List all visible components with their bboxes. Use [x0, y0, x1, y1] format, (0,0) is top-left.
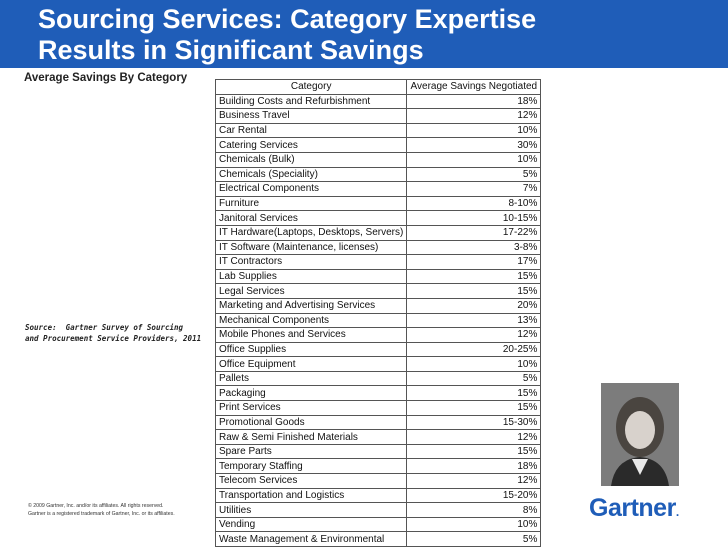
savings-cell: 10% — [407, 152, 541, 167]
savings-cell: 17% — [407, 255, 541, 270]
table-row — [216, 225, 541, 240]
category-cell: Janitoral Services — [216, 211, 407, 226]
savings-cell: 12% — [407, 328, 541, 343]
savings-cell: 10% — [407, 123, 541, 138]
table-row — [216, 94, 541, 109]
savings-cell: 30% — [407, 138, 541, 153]
savings-cell: 18% — [407, 459, 541, 474]
savings-cell: 17-22% — [407, 225, 541, 240]
savings-cell: 18% — [407, 94, 541, 109]
table-row — [216, 357, 541, 372]
table-row — [216, 386, 541, 401]
table-row — [216, 342, 541, 357]
category-cell: Print Services — [216, 401, 407, 416]
category-cell: IT Hardware(Laptops, Desktops, Servers) — [216, 225, 407, 240]
category-cell: Waste Management & Environmental — [216, 532, 407, 547]
category-cell: Packaging — [216, 386, 407, 401]
savings-cell: 12% — [407, 109, 541, 124]
category-cell: Building Costs and Refurbishment — [216, 94, 407, 109]
category-cell: Transportation and Logistics — [216, 488, 407, 503]
table-row — [216, 328, 541, 343]
category-cell: Promotional Goods — [216, 415, 407, 430]
slide-title-line2: Results in Significant Savings — [38, 35, 424, 65]
category-cell: Utilities — [216, 503, 407, 518]
column-header-savings: Average Savings Negotiated — [407, 80, 541, 95]
copyright-notice — [28, 502, 175, 518]
table-row — [216, 503, 541, 518]
category-cell: Office Supplies — [216, 342, 407, 357]
savings-cell: 10% — [407, 517, 541, 532]
savings-cell: 12% — [407, 474, 541, 489]
table-row — [216, 269, 541, 284]
category-cell: Office Equipment — [216, 357, 407, 372]
category-cell: Mobile Phones and Services — [216, 328, 407, 343]
table-row — [216, 240, 541, 255]
table-row — [216, 284, 541, 299]
savings-cell: 15% — [407, 284, 541, 299]
category-cell: Spare Parts — [216, 444, 407, 459]
table-row — [216, 196, 541, 211]
savings-cell: 15% — [407, 269, 541, 284]
savings-cell: 15-30% — [407, 415, 541, 430]
table-row — [216, 532, 541, 547]
presenter-photo — [601, 383, 679, 486]
copyright-line1: © 2009 Gartner, Inc. and/or its affiliates. All rights reserved. — [28, 503, 164, 509]
column-header-category: Category — [216, 80, 407, 95]
table-row — [216, 401, 541, 416]
table-row — [216, 211, 541, 226]
savings-cell: 3-8% — [407, 240, 541, 255]
table-row — [216, 123, 541, 138]
category-cell: Electrical Components — [216, 182, 407, 197]
savings-cell: 5% — [407, 167, 541, 182]
category-cell: Business Travel — [216, 109, 407, 124]
category-cell: Furniture — [216, 196, 407, 211]
category-cell: Lab Supplies — [216, 269, 407, 284]
category-cell: Vending — [216, 517, 407, 532]
category-cell: Legal Services — [216, 284, 407, 299]
category-cell: Pallets — [216, 371, 407, 386]
table-row — [216, 182, 541, 197]
table-row — [216, 298, 541, 313]
table-row — [216, 255, 541, 270]
savings-cell: 15% — [407, 444, 541, 459]
category-cell: Chemicals (Speciality) — [216, 167, 407, 182]
logo-wordmark: Gartner — [589, 494, 676, 522]
gartner-logo — [589, 494, 679, 523]
slide-title — [38, 4, 536, 66]
table-header-row — [216, 80, 541, 95]
category-cell: Chemicals (Bulk) — [216, 152, 407, 167]
savings-cell: 5% — [407, 371, 541, 386]
savings-cell: 20% — [407, 298, 541, 313]
savings-cell: 8-10% — [407, 196, 541, 211]
logo-dot: . — [675, 505, 679, 519]
savings-table — [215, 79, 541, 547]
savings-cell: 15-20% — [407, 488, 541, 503]
table-row — [216, 371, 541, 386]
category-cell: Raw & Semi Finished Materials — [216, 430, 407, 445]
copyright-line2: Gartner is a registered trademark of Gartner, Inc. or its affiliates. — [28, 511, 175, 517]
table-row — [216, 474, 541, 489]
savings-cell: 12% — [407, 430, 541, 445]
savings-cell: 10-15% — [407, 211, 541, 226]
category-cell: Catering Services — [216, 138, 407, 153]
category-cell: Marketing and Advertising Services — [216, 298, 407, 313]
table-row — [216, 167, 541, 182]
table-row — [216, 313, 541, 328]
savings-cell: 7% — [407, 182, 541, 197]
table-row — [216, 459, 541, 474]
category-cell: Mechanical Components — [216, 313, 407, 328]
category-cell: Telecom Services — [216, 474, 407, 489]
category-cell: Car Rental — [216, 123, 407, 138]
savings-cell: 20-25% — [407, 342, 541, 357]
category-cell: IT Contractors — [216, 255, 407, 270]
savings-cell: 15% — [407, 401, 541, 416]
title-banner — [0, 0, 728, 68]
table-row — [216, 415, 541, 430]
category-cell: Temporary Staffing — [216, 459, 407, 474]
savings-cell: 15% — [407, 386, 541, 401]
table-row — [216, 430, 541, 445]
savings-cell: 8% — [407, 503, 541, 518]
source-note: Source: Gartner Survey of Sourcing and Procurement Service Providers, 2011 — [25, 323, 202, 343]
savings-cell: 5% — [407, 532, 541, 547]
slide-title-line1: Sourcing Services: Category Expertise — [38, 4, 537, 34]
table-caption: Average Savings By Category — [24, 72, 188, 84]
table-row — [216, 109, 541, 124]
savings-cell: 10% — [407, 357, 541, 372]
table-row — [216, 488, 541, 503]
table-row — [216, 152, 541, 167]
portrait-image — [601, 383, 679, 486]
table-row — [216, 444, 541, 459]
category-cell: IT Software (Maintenance, licenses) — [216, 240, 407, 255]
table-row — [216, 517, 541, 532]
table-row — [216, 138, 541, 153]
savings-cell: 13% — [407, 313, 541, 328]
